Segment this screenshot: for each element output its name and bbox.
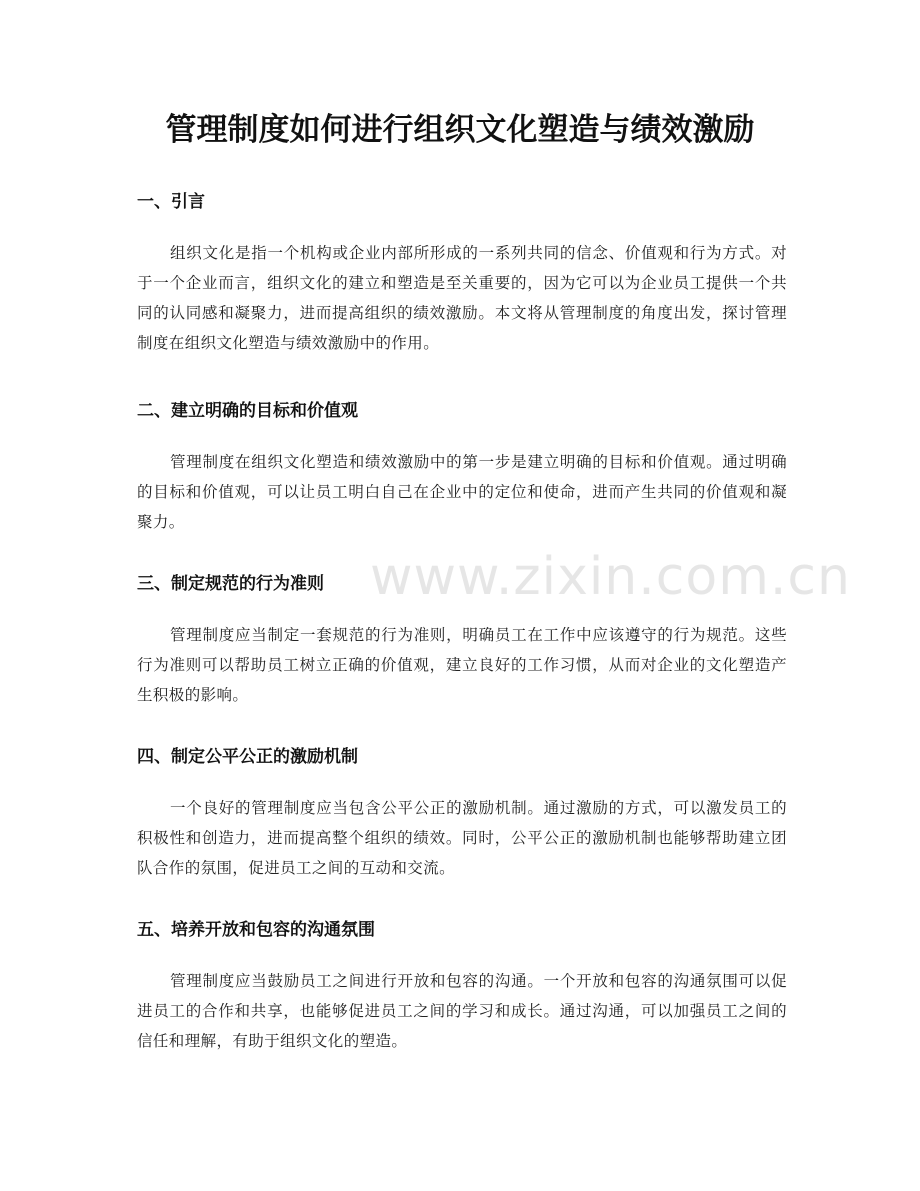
watermark: www.zixin.com.cn	[370, 547, 851, 607]
section-body-code-of-conduct: 管理制度应当制定一套规范的行为准则，明确员工在工作中应该遵守的行为规范。这些行为准则可以帮助员工树立正确的价值观，建立良好的工作习惯，从而对企业的文化塑造产生积极的影响。	[137, 626, 787, 704]
section-body-intro: 组织文化是指一个机构或企业内部所形成的一系列共同的信念、价值观和行为方式。对于一个企业而言，组织文化的建立和塑造是至关重要的，因为它可以为企业员工提供一个共同的认同感和凝聚力，进而提高组织的绩效激励。本文将从管理制度的角度出发，探讨管理制度在组织文化塑造与绩效激励中的作用。	[137, 244, 787, 352]
section-heading-code-of-conduct: 三、制定规范的行为准则	[137, 574, 324, 594]
section-body-communication: 管理制度应当鼓励员工之间进行开放和包容的沟通。一个开放和包容的沟通氛围可以促进员工的合作和共享，也能够促进员工之间的学习和成长。通过沟通，可以加强员工之间的信任和理解，有助于组织文化的塑造。	[137, 972, 787, 1050]
section-body-incentives: 一个良好的管理制度应当包含公平公正的激励机制。通过激励的方式，可以激发员工的积极性和创造力，进而提高整个组织的绩效。同时，公平公正的激励机制也能够帮助建立团队合作的氛围，促进员工之间的互动和交流。	[137, 799, 787, 877]
section-heading-incentives: 四、制定公平公正的激励机制	[137, 747, 358, 767]
section-heading-intro: 一、引言	[137, 192, 205, 212]
section-heading-goals: 二、建立明确的目标和价值观	[137, 401, 358, 421]
section-body-goals: 管理制度在组织文化塑造和绩效激励中的第一步是建立明确的目标和价值观。通过明确的目标和价值观，可以让员工明白自己在企业中的定位和使命，进而产生共同的价值观和凝聚力。	[137, 453, 787, 531]
section-heading-communication: 五、培养开放和包容的沟通氛围	[137, 920, 375, 940]
page-title: 管理制度如何进行组织文化塑造与绩效激励	[165, 112, 755, 148]
